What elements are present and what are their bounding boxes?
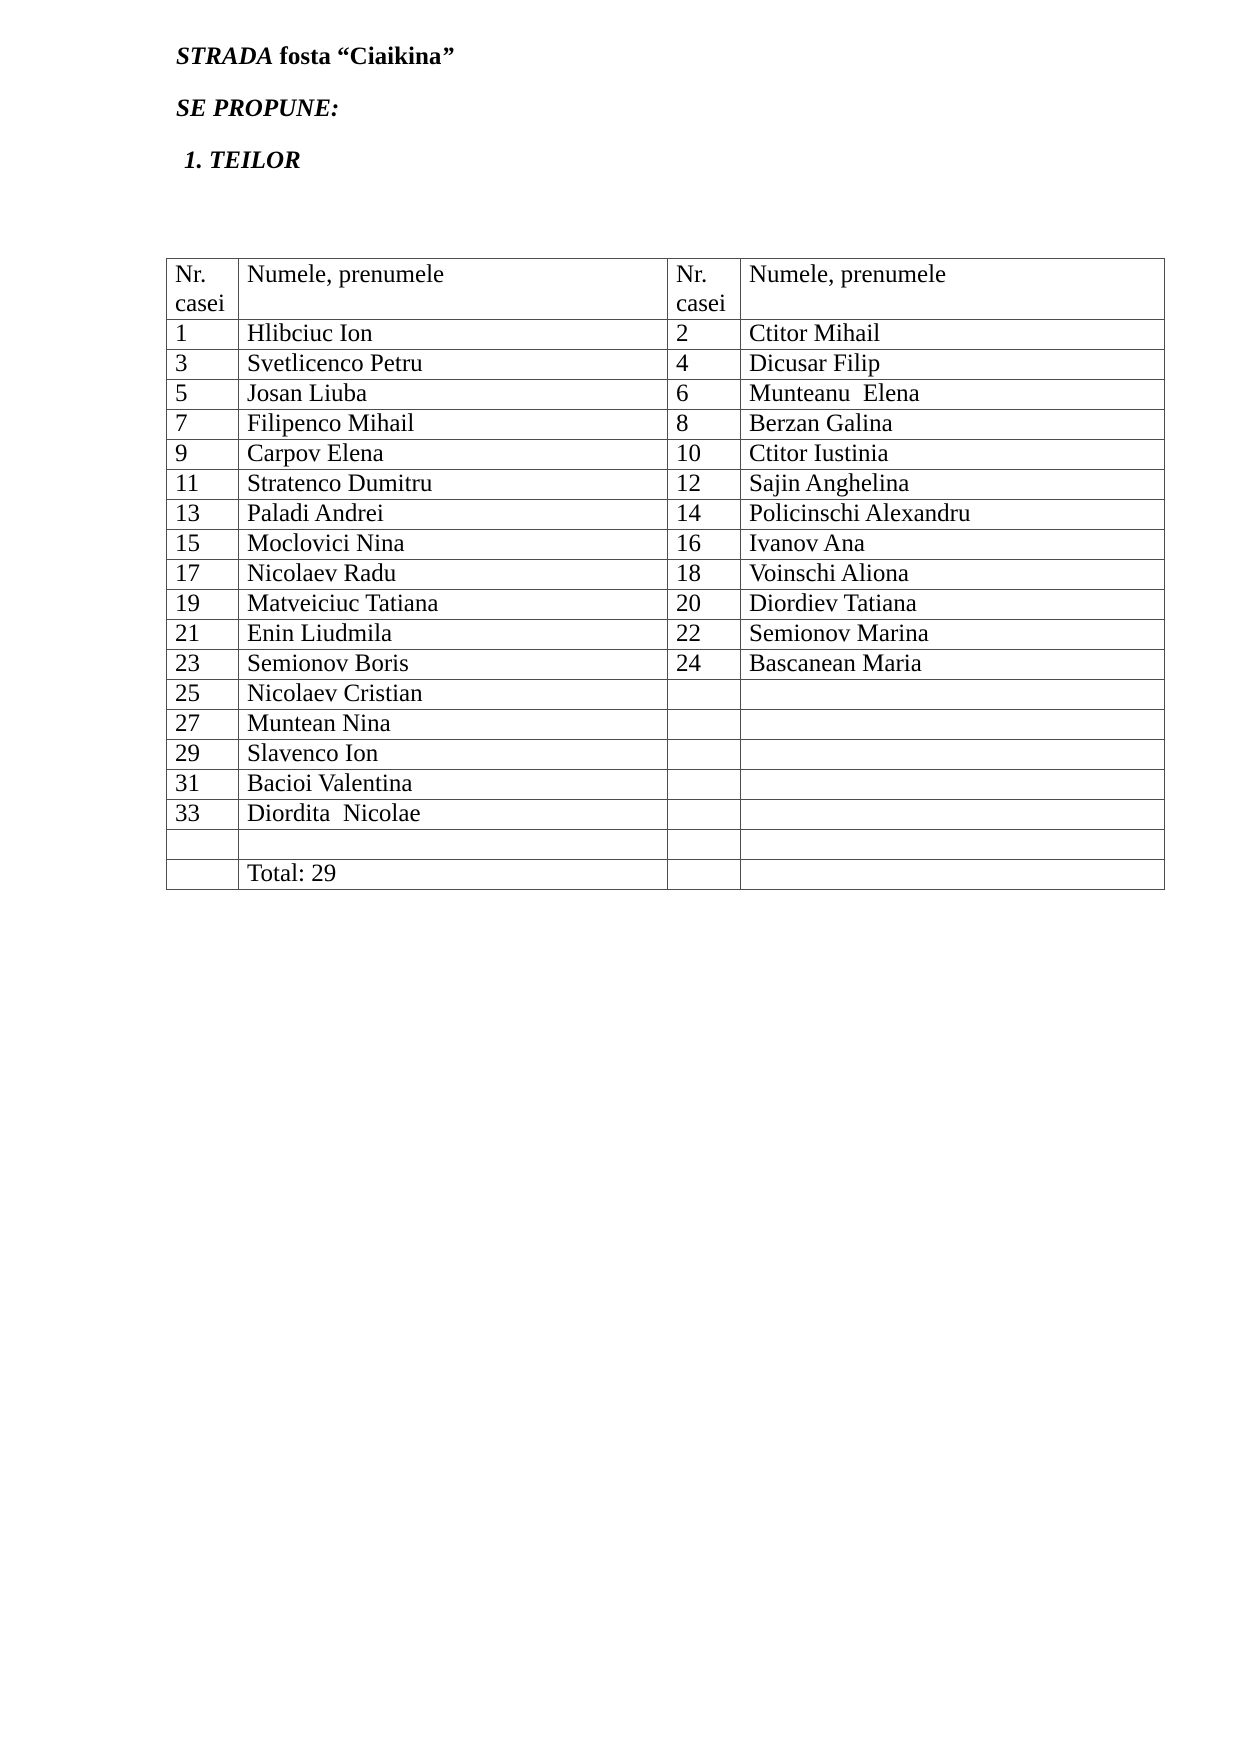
resident-name-cell [741, 680, 1165, 710]
residents-table [166, 258, 1165, 890]
house-number-cell: 27 [167, 710, 239, 740]
house-number-cell: 12 [668, 470, 741, 500]
header-row [167, 259, 1165, 320]
propose-heading: SE PROPUNE: [176, 95, 340, 122]
table-row [167, 620, 1165, 650]
resident-name-cell: Paladi Andrei [239, 500, 668, 530]
house-number-cell: 10 [668, 440, 741, 470]
table-row [167, 530, 1165, 560]
street-title-former-name: fosta “Ciaikina [273, 43, 442, 70]
header-name-left: Numele, prenumele [239, 259, 668, 320]
table-row [167, 680, 1165, 710]
table-row [167, 860, 1165, 890]
table-row [167, 410, 1165, 440]
house-number-cell: 31 [167, 770, 239, 800]
table-row [167, 440, 1165, 470]
house-number-cell: 18 [668, 560, 741, 590]
house-number-cell [668, 860, 741, 890]
table-row [167, 770, 1165, 800]
house-number-cell [668, 830, 741, 860]
proposed-name-item: 1. TEILOR [184, 147, 301, 174]
table-row [167, 500, 1165, 530]
header-name-right: Numele, prenumele [741, 259, 1165, 320]
residents-table-header [167, 259, 1165, 320]
resident-name-cell: Matveiciuc Tatiana [239, 590, 668, 620]
resident-name-cell [239, 830, 668, 860]
resident-name-cell: Hlibciuc Ion [239, 320, 668, 350]
table-row [167, 830, 1165, 860]
resident-name-cell: Semionov Boris [239, 650, 668, 680]
resident-name-cell: Semionov Marina [741, 620, 1165, 650]
house-number-cell: 24 [668, 650, 741, 680]
resident-name-cell: Svetlicenco Petru [239, 350, 668, 380]
house-number-cell [167, 860, 239, 890]
resident-name-cell: Bacioi Valentina [239, 770, 668, 800]
house-number-cell: 1 [167, 320, 239, 350]
resident-name-cell: Ctitor Iustinia [741, 440, 1165, 470]
house-number-cell: 14 [668, 500, 741, 530]
resident-name-cell: Stratenco Dumitru [239, 470, 668, 500]
house-number-cell: 3 [167, 350, 239, 380]
table-row [167, 380, 1165, 410]
resident-name-cell: Munteanu Elena [741, 380, 1165, 410]
house-number-cell: 33 [167, 800, 239, 830]
house-number-cell [668, 740, 741, 770]
house-number-cell: 6 [668, 380, 741, 410]
house-number-cell: 17 [167, 560, 239, 590]
resident-name-cell: Ctitor Mihail [741, 320, 1165, 350]
resident-name-cell: Diordita Nicolae [239, 800, 668, 830]
resident-name-cell [741, 770, 1165, 800]
house-number-cell [668, 800, 741, 830]
street-title-prefix: STRADA [176, 43, 274, 70]
house-number-cell [167, 830, 239, 860]
resident-name-cell: Voinschi Aliona [741, 560, 1165, 590]
house-number-cell: 20 [668, 590, 741, 620]
house-number-cell [668, 710, 741, 740]
house-number-cell: 5 [167, 380, 239, 410]
resident-name-cell: Berzan Galina [741, 410, 1165, 440]
header-house-number-right: Nr. casei [668, 259, 741, 320]
table-row [167, 560, 1165, 590]
house-number-cell: 16 [668, 530, 741, 560]
table-row [167, 800, 1165, 830]
resident-name-cell: Sajin Anghelina [741, 470, 1165, 500]
resident-name-cell: Bascanean Maria [741, 650, 1165, 680]
house-number-cell: 11 [167, 470, 239, 500]
house-number-cell: 23 [167, 650, 239, 680]
resident-name-cell: Muntean Nina [239, 710, 668, 740]
resident-name-cell [741, 860, 1165, 890]
house-number-cell: 4 [668, 350, 741, 380]
table-row [167, 710, 1165, 740]
resident-name-cell: Nicolaev Radu [239, 560, 668, 590]
resident-name-cell [741, 830, 1165, 860]
house-number-cell: 7 [167, 410, 239, 440]
table-row [167, 320, 1165, 350]
house-number-cell: 19 [167, 590, 239, 620]
resident-name-cell [741, 710, 1165, 740]
house-number-cell: 29 [167, 740, 239, 770]
house-number-cell: 13 [167, 500, 239, 530]
resident-name-cell: Enin Liudmila [239, 620, 668, 650]
resident-name-cell: Slavenco Ion [239, 740, 668, 770]
house-number-cell: 8 [668, 410, 741, 440]
table-row [167, 650, 1165, 680]
resident-name-cell [741, 800, 1165, 830]
house-number-cell: 25 [167, 680, 239, 710]
street-title [176, 42, 454, 72]
street-title-close-quote: ” [441, 43, 454, 70]
house-number-cell: 22 [668, 620, 741, 650]
resident-name-cell: Diordiev Tatiana [741, 590, 1165, 620]
house-number-cell: 2 [668, 320, 741, 350]
resident-name-cell: Nicolaev Cristian [239, 680, 668, 710]
residents-table-body [167, 320, 1165, 890]
header-house-number-left: Nr. casei [167, 259, 239, 320]
house-number-cell: 9 [167, 440, 239, 470]
resident-name-cell: Carpov Elena [239, 440, 668, 470]
resident-name-cell: Ivanov Ana [741, 530, 1165, 560]
resident-name-cell: Total: 29 [239, 860, 668, 890]
table-row [167, 470, 1165, 500]
house-number-cell: 15 [167, 530, 239, 560]
resident-name-cell: Policinschi Alexandru [741, 500, 1165, 530]
table-row [167, 350, 1165, 380]
resident-name-cell [741, 740, 1165, 770]
resident-name-cell: Moclovici Nina [239, 530, 668, 560]
table-row [167, 590, 1165, 620]
table-row [167, 740, 1165, 770]
resident-name-cell: Josan Liuba [239, 380, 668, 410]
house-number-cell [668, 680, 741, 710]
resident-name-cell: Dicusar Filip [741, 350, 1165, 380]
resident-name-cell: Filipenco Mihail [239, 410, 668, 440]
house-number-cell [668, 770, 741, 800]
house-number-cell: 21 [167, 620, 239, 650]
